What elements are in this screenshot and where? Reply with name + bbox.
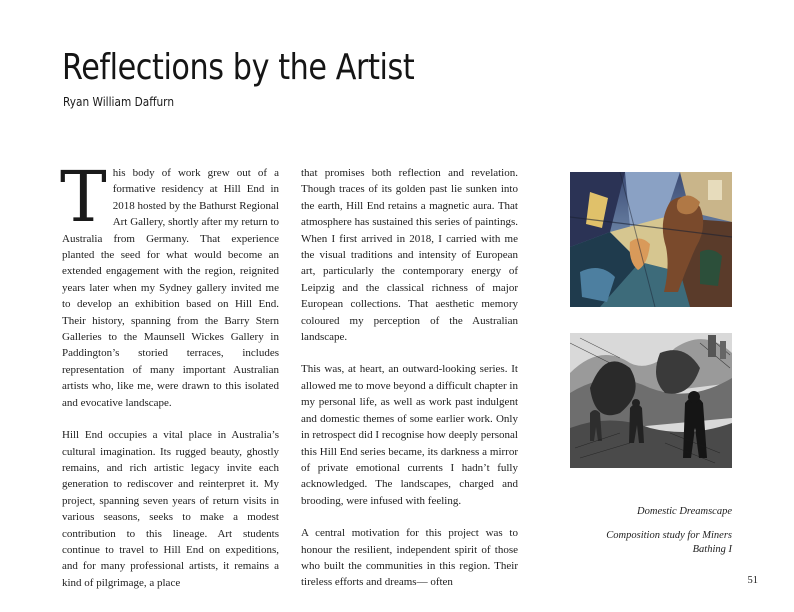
drop-cap: T [60, 156, 107, 238]
article-title: Reflections by the Artist [62, 47, 415, 88]
paragraph: that promises both reflection and revelation. Though traces of its golden past lie sunken into the earth, Hill End retains a magnetic aura. That atmosphere has sustained this series of paintings. When I first arrived in 2018, I carried with me the visual traditions and intensity of European art, particularly the contemporary energy of Leipzig and the classical richness of major European collections. That aesthetic memory coloured my perception of the Australian landscape. [301, 167, 518, 344]
article-author: Ryan William Daffurn [63, 95, 175, 109]
text-column-left [60, 156, 279, 607]
text-column-middle [301, 165, 518, 607]
sketch-image [570, 333, 732, 468]
page-number: 51 [747, 575, 758, 586]
image-caption: Domestic Dreamscape [637, 506, 732, 517]
paragraph-text: his body of work grew out of a formative residency at Hill End in 2018 hosted by the Bathurst Regional Art Gallery, shortly after my return to Australia from Germany. That experience planted the seed for what would become an extended engagement with the region, reignited years later when my Sydney gallery invited me to develop an exhibition based on Hill End. Their history, spanning from the Barry Stern Galleries to the Maunsell Wickes Gallery in Paddington’s storied terraces, includes representation of many important Australian artists who, like me, were drawn to this isolated and evocative landscape. [62, 167, 279, 409]
paragraph: This was, at heart, an outward-looking series. It allowed me to move beyond a difficult chapter in my personal life, as well as work past indulgent and domestic themes of some earlier work. Only in retrospect did I recognise how deeply personal this Hill End series became, its darkness a mirror of private emotional currents I hadn’t fully acknowledged. The landscapes, charged and brooding, were infused with feeling. [301, 363, 518, 507]
painting-image [570, 172, 732, 307]
paragraph: Hill End occupies a vital place in Australia’s cultural imagination. Its rugged beauty, ghostly remains, and rich artistic legacy invite each generation to rediscover and reinterpret it. My project, spanning seven years of return visits in various seasons, seeks to make a modest contribution to this lineage. Art students continue to travel to Hill End on expeditions, and for many professional artists, it remains a kind of pilgrimage, a place [62, 429, 279, 589]
image-caption: Composition study for Miners Bathing I [606, 530, 732, 555]
paragraph: A central motivation for this project was to honour the resilient, independent spirit of those who built the communities in this region. Their tireless efforts and dreams— often [301, 527, 518, 589]
paragraph [60, 156, 279, 411]
